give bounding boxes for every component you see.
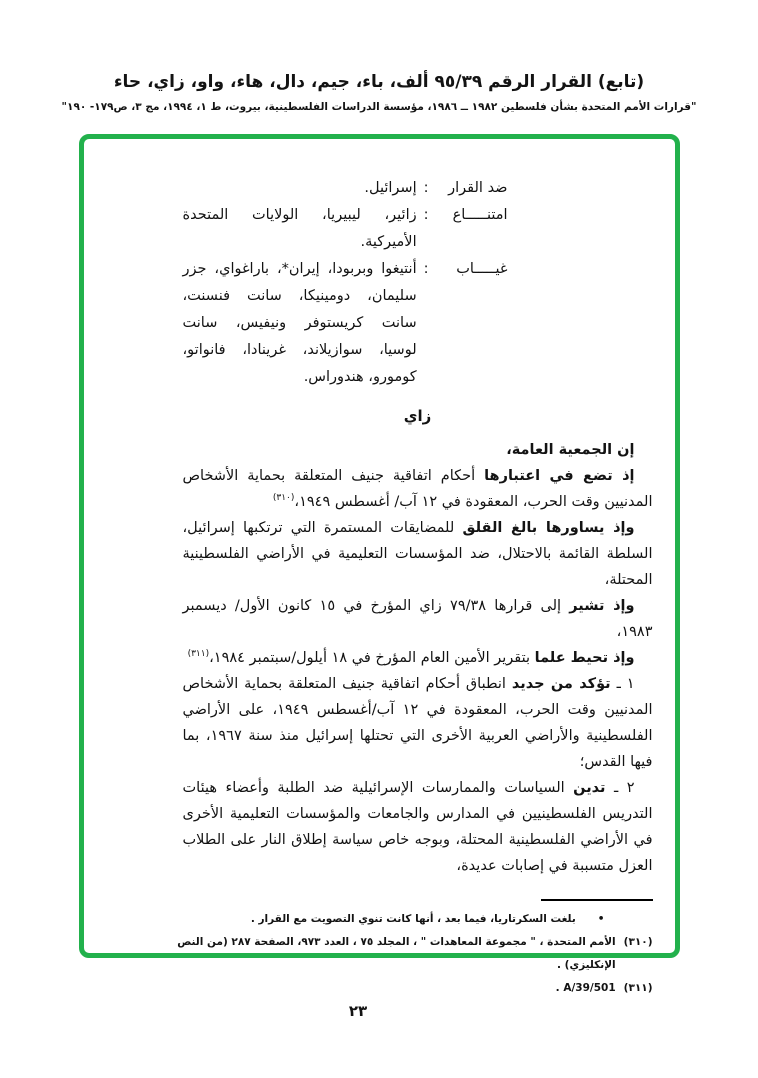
clause-text: بتقرير الأمين العام المؤرخ في ١٨ أيلول/سبتمبر ١٩٨٤، xyxy=(209,650,531,666)
footnote-separator xyxy=(541,899,653,901)
preamble-clause xyxy=(183,515,653,593)
resolution-body xyxy=(128,175,653,879)
operative-paragraph xyxy=(183,671,653,775)
doc-source-citation: "قرارات الأمم المتحدة بشأن فلسطين ١٩٨٢ ــ ١٩٨٦، مؤسسة الدراسات الفلسطينية، بيروت، ط ١، ١٩٩٤، مج ٣، ص١٧٩- ١٩٠" xyxy=(61,101,697,113)
clause-lead: وإذ تشير xyxy=(569,598,635,614)
page-number: ٢٣ xyxy=(348,1002,368,1020)
vote-colon: : xyxy=(423,180,429,196)
vote-label: غيـــــاب xyxy=(456,261,508,277)
footnote-text: A/39/501 . xyxy=(555,982,616,994)
footnote-ref: (٣١٠) xyxy=(272,493,295,504)
footnote-item xyxy=(128,931,653,977)
preamble-clause xyxy=(183,463,653,515)
clause-lead: تؤكد من جديد xyxy=(511,676,611,692)
preamble-clause xyxy=(183,593,653,645)
vote-value: زائير، ليبيريا، الولايات المتحدة الأميركية. xyxy=(182,207,417,250)
vote-row-against xyxy=(183,175,508,202)
operative-paragraph xyxy=(183,775,653,879)
clause-text: للمضايقات المستمرة التي ترتكبها إسرائيل، السلطة القائمة بالاحتلال، ضد المؤسسات التعليمية في الأراضي الفلسطينية المحتلة، xyxy=(182,520,653,588)
preamble-clause xyxy=(183,645,653,671)
section-heading: زاي xyxy=(403,407,432,425)
vote-row-abstain xyxy=(183,202,508,256)
doc-title: (تابع) القرار الرقم ٩٥/٣٩ ألف، باء، جيم، دال، هاء، واو، زاي، حاء xyxy=(113,72,645,92)
footnote-item xyxy=(128,977,653,1000)
footnote-text: الأمم المتحدة ، " مجموعة المعاهدات " ، المجلد ٧٥ ، العدد ٩٧٣، الصفحة ٢٨٧ (من النص الإنكليزي) . xyxy=(177,936,616,971)
footnote-marker: (٣١١) xyxy=(623,982,653,994)
vote-value: إسرائيل. xyxy=(364,180,417,196)
voting-block xyxy=(183,175,508,391)
salutation: إن الجمعية العامة، xyxy=(506,442,635,458)
footnote-text: بلغت السكرتاريا، فيما بعد ، أنها كانت تنوي التصويت مع القرار . xyxy=(250,913,576,925)
footnote-ref: (٣١١) xyxy=(187,649,210,660)
clause-lead: إذ تضع في اعتبارها xyxy=(484,468,635,484)
clause-text: أحكام اتفاقية جنيف المتعلقة بحماية الأشخاص المدنيين وقت الحرب، المعقودة في ١٢ آب/ أغسطس ١٩٤٩، xyxy=(182,468,653,510)
paragraph-number: ٢ ـ xyxy=(613,780,635,796)
document-header xyxy=(0,0,758,113)
footnotes-block xyxy=(128,908,653,1000)
vote-colon: : xyxy=(423,207,429,223)
clause-text: إلى قرارها ٧٩/٣٨ زاي المؤرخ في ١٥ كانون الأول/ ديسمبر ١٩٨٣، xyxy=(182,598,653,640)
clause-lead: وإذ تحيط علما xyxy=(534,650,635,666)
vote-label: امتنـــــاع xyxy=(452,207,508,223)
vote-row-absent xyxy=(183,256,508,391)
vote-label: ضد القرار xyxy=(448,180,508,196)
paragraph-number: ١ ـ xyxy=(616,676,635,692)
clause-text: انطباق أحكام اتفاقية جنيف المتعلقة بحماية الأشخاص المدنيين وقت الحرب، المعقودة في ١٢ آب/أغسطس ١٩٤٩، على الأراضي الفلسطينية والأراضي العربية الأخرى التي تحتلها إسرائيل منذ سنة ١٩٦٧، بما فيها القدس؛ xyxy=(182,676,653,770)
clause-lead: وإذ يساورها بالغ القلق xyxy=(462,520,635,536)
vote-colon: : xyxy=(423,261,429,277)
clause-lead: تدين xyxy=(573,780,606,796)
green-border-frame xyxy=(79,134,680,994)
footnote-item xyxy=(128,908,653,931)
footnote-marker: (٣١٠) xyxy=(623,936,653,948)
vote-value: أنتيغوا وبربودا، إيران*، باراغواي، جزر سليمان، دومينيكا، سانت فنسنت، سانت كريستوفر ونيفيس، سانت لوسيا، سوازيلاند، غرينادا، فانواتو، كومورو، هندوراس. xyxy=(182,261,417,385)
footnote-bullet: • xyxy=(597,913,605,925)
clause-text: السياسات والممارسات الإسرائيلية ضد الطلبة وأعضاء هيئات التدريس الفلسطينيين في المدارس والجامعات والمؤسسات التعليمية الأخرى في الأراضي الفلسطينية المحتلة، وبوجه خاص سياسة إطلاق النار على الطلاب العزل متسببة في إصابات عديدة، xyxy=(182,780,653,874)
